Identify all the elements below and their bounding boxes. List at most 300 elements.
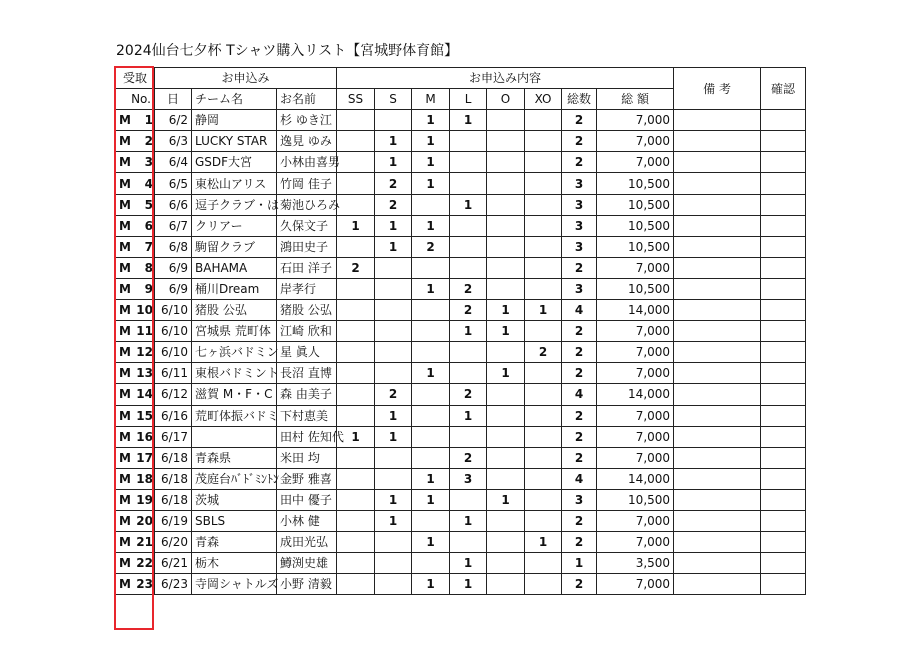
remarks-cell — [674, 300, 761, 321]
team-cell: 青森県 — [192, 447, 277, 468]
size-o-cell: 1 — [487, 321, 525, 342]
total-count-cell: 2 — [562, 321, 597, 342]
team-cell: SBLS — [192, 510, 277, 531]
size-l-cell — [450, 426, 487, 447]
total-count-cell: 2 — [562, 426, 597, 447]
table-row — [116, 278, 806, 299]
receipt-prefix: M — [119, 281, 131, 296]
table-row — [116, 468, 806, 489]
size-xo-cell — [525, 447, 562, 468]
receipt-prefix: M — [119, 387, 131, 402]
day-cell: 6/16 — [155, 405, 192, 426]
size-xo-cell — [525, 257, 562, 278]
size-m-cell — [412, 426, 450, 447]
size-l-cell — [450, 257, 487, 278]
size-xo-cell — [525, 405, 562, 426]
day-cell: 6/23 — [155, 574, 192, 595]
confirm-cell — [761, 173, 806, 194]
confirm-cell — [761, 532, 806, 553]
receipt-prefix: M — [119, 345, 131, 360]
size-ss-cell — [337, 489, 375, 510]
total-amount-cell: 7,000 — [597, 131, 674, 152]
size-o-cell — [487, 447, 525, 468]
table-row — [116, 426, 806, 447]
receipt-number: 17 — [136, 450, 153, 465]
name-cell: 長沼 直博 — [277, 363, 337, 384]
team-cell: 寺岡シャトルズ — [192, 574, 277, 595]
name-cell: 杉 ゆき江 — [277, 110, 337, 131]
size-s-cell — [375, 110, 412, 131]
total-amount-cell: 10,500 — [597, 173, 674, 194]
size-ss-cell — [337, 300, 375, 321]
name-cell: 下村恵美 — [277, 405, 337, 426]
remarks-cell — [674, 426, 761, 447]
size-xo-cell — [525, 236, 562, 257]
size-xo-cell — [525, 384, 562, 405]
size-ss-cell — [337, 405, 375, 426]
confirm-cell — [761, 489, 806, 510]
confirm-cell — [761, 300, 806, 321]
confirm-cell — [761, 553, 806, 574]
receipt-number: 22 — [136, 556, 153, 571]
table-row — [116, 173, 806, 194]
size-o-cell — [487, 131, 525, 152]
table-row — [116, 574, 806, 595]
total-amount-cell: 7,000 — [597, 447, 674, 468]
size-o-cell — [487, 342, 525, 363]
team-cell: BAHAMA — [192, 257, 277, 278]
total-amount-cell: 7,000 — [597, 426, 674, 447]
total-amount-cell: 7,000 — [597, 342, 674, 363]
receipt-number: 2 — [144, 134, 153, 149]
size-o-cell — [487, 236, 525, 257]
size-xo-cell — [525, 278, 562, 299]
size-l-cell: 1 — [450, 321, 487, 342]
name-cell: 久保文子 — [277, 215, 337, 236]
name-cell: 森 由美子 — [277, 384, 337, 405]
remarks-cell — [674, 510, 761, 531]
receipt-prefix: M — [119, 303, 131, 318]
team-cell: GSDF大宮 — [192, 152, 277, 173]
total-count-cell: 3 — [562, 489, 597, 510]
size-l-cell: 1 — [450, 574, 487, 595]
day-cell: 6/7 — [155, 215, 192, 236]
confirm-cell — [761, 574, 806, 595]
name-cell: 金野 雅喜 — [277, 468, 337, 489]
receipt-number: 5 — [144, 197, 153, 212]
table-row — [116, 405, 806, 426]
receipt-no-cell — [116, 510, 155, 531]
size-m-cell: 2 — [412, 236, 450, 257]
team-cell: 栃木 — [192, 553, 277, 574]
table-row — [116, 363, 806, 384]
team-cell: 宮城県 荒町体 — [192, 321, 277, 342]
size-s-cell — [375, 532, 412, 553]
remarks-cell — [674, 363, 761, 384]
size-s-cell: 1 — [375, 215, 412, 236]
receipt-prefix: M — [119, 577, 131, 592]
day-cell: 6/10 — [155, 321, 192, 342]
size-o-cell — [487, 426, 525, 447]
receipt-number: 8 — [144, 260, 153, 275]
receipt-number: 23 — [136, 577, 153, 592]
confirm-cell — [761, 468, 806, 489]
total-count-cell: 4 — [562, 300, 597, 321]
team-cell: 荒町体振バドミ — [192, 405, 277, 426]
size-o-cell: 1 — [487, 489, 525, 510]
size-s-cell: 2 — [375, 173, 412, 194]
size-m-cell: 1 — [412, 532, 450, 553]
receipt-prefix: M — [119, 492, 131, 507]
size-m-cell — [412, 257, 450, 278]
size-xo-cell — [525, 194, 562, 215]
day-cell: 6/2 — [155, 110, 192, 131]
receipt-no-cell — [116, 215, 155, 236]
size-s-cell: 2 — [375, 384, 412, 405]
size-s-cell — [375, 553, 412, 574]
team-cell: 東松山アリス — [192, 173, 277, 194]
receipt-no-cell — [116, 342, 155, 363]
table-row — [116, 131, 806, 152]
table-row — [116, 215, 806, 236]
size-s-cell — [375, 300, 412, 321]
receipt-number: 4 — [144, 176, 153, 191]
total-amount-cell: 14,000 — [597, 384, 674, 405]
day-cell: 6/5 — [155, 173, 192, 194]
size-o-cell — [487, 468, 525, 489]
size-s-cell: 1 — [375, 131, 412, 152]
size-m-header: M — [412, 89, 450, 110]
size-ss-cell — [337, 384, 375, 405]
remarks-cell — [674, 110, 761, 131]
size-l-cell: 2 — [450, 278, 487, 299]
size-ss-cell: 2 — [337, 257, 375, 278]
size-ss-cell: 1 — [337, 215, 375, 236]
size-m-cell: 1 — [412, 110, 450, 131]
receipt-no-cell — [116, 384, 155, 405]
total-count-cell: 3 — [562, 173, 597, 194]
remarks-cell — [674, 236, 761, 257]
total-amount-cell: 7,000 — [597, 321, 674, 342]
document-title: 2024仙台七夕杯 Tシャツ購入リスト【宮城野体育館】 — [116, 43, 459, 59]
size-l-cell — [450, 173, 487, 194]
total-count-cell: 2 — [562, 510, 597, 531]
total-amount-cell: 10,500 — [597, 236, 674, 257]
day-cell: 6/18 — [155, 468, 192, 489]
team-cell: 猪股 公弘 — [192, 300, 277, 321]
size-l-cell — [450, 532, 487, 553]
confirm-cell — [761, 215, 806, 236]
receipt-prefix: M — [119, 197, 131, 212]
size-m-cell — [412, 405, 450, 426]
size-s-cell: 1 — [375, 405, 412, 426]
size-xo-cell: 1 — [525, 300, 562, 321]
day-cell: 6/4 — [155, 152, 192, 173]
size-l-cell — [450, 489, 487, 510]
total-count-cell: 2 — [562, 131, 597, 152]
size-o-cell — [487, 574, 525, 595]
total-amount-cell: 14,000 — [597, 300, 674, 321]
size-s-cell: 1 — [375, 152, 412, 173]
table-row — [116, 321, 806, 342]
application-header: お申込み — [155, 68, 337, 89]
day-cell: 6/9 — [155, 278, 192, 299]
size-s-cell: 1 — [375, 489, 412, 510]
total-count-cell: 3 — [562, 236, 597, 257]
receipt-no-cell — [116, 468, 155, 489]
table-row — [116, 236, 806, 257]
total-amount-cell: 7,000 — [597, 257, 674, 278]
size-l-cell — [450, 215, 487, 236]
size-o-cell — [487, 194, 525, 215]
receipt-prefix: M — [119, 429, 131, 444]
size-s-header: S — [375, 89, 412, 110]
size-ss-cell — [337, 236, 375, 257]
size-l-cell — [450, 131, 487, 152]
size-l-cell: 3 — [450, 468, 487, 489]
receipt-no-cell — [116, 447, 155, 468]
size-m-cell: 1 — [412, 152, 450, 173]
confirm-cell — [761, 363, 806, 384]
receipt-no-cell — [116, 110, 155, 131]
team-cell: 東根バドミント — [192, 363, 277, 384]
receipt-no-cell — [116, 553, 155, 574]
receipt-prefix: M — [119, 218, 131, 233]
size-m-cell — [412, 384, 450, 405]
name-cell: 逸見 ゆみ — [277, 131, 337, 152]
size-xo-cell: 1 — [525, 532, 562, 553]
total-amount-cell: 7,000 — [597, 152, 674, 173]
size-xo-cell — [525, 426, 562, 447]
receipt-number: 13 — [136, 366, 153, 381]
receipt-no-cell — [116, 173, 155, 194]
total-count-cell: 3 — [562, 194, 597, 215]
purchase-table — [115, 67, 806, 595]
size-l-cell — [450, 342, 487, 363]
receipt-number: 14 — [136, 387, 153, 402]
remarks-cell — [674, 131, 761, 152]
total-count-cell: 4 — [562, 468, 597, 489]
total-count-cell: 2 — [562, 405, 597, 426]
size-ss-cell — [337, 131, 375, 152]
name-cell: 岸孝行 — [277, 278, 337, 299]
size-s-cell — [375, 321, 412, 342]
no-header: No. — [116, 89, 155, 110]
size-ss-cell — [337, 468, 375, 489]
size-o-cell — [487, 110, 525, 131]
confirm-header: 確認 — [761, 68, 806, 110]
size-ss-cell — [337, 194, 375, 215]
size-o-cell — [487, 278, 525, 299]
remarks-cell — [674, 152, 761, 173]
size-m-cell: 1 — [412, 131, 450, 152]
size-l-cell: 1 — [450, 553, 487, 574]
confirm-cell — [761, 257, 806, 278]
size-o-cell — [487, 532, 525, 553]
remarks-cell — [674, 194, 761, 215]
size-l-cell: 1 — [450, 405, 487, 426]
total-count-cell: 2 — [562, 257, 597, 278]
remarks-cell — [674, 215, 761, 236]
content-header: お申込み内容 — [337, 68, 674, 89]
day-cell: 6/6 — [155, 194, 192, 215]
size-ss-cell — [337, 532, 375, 553]
size-s-cell — [375, 342, 412, 363]
size-l-header: L — [450, 89, 487, 110]
total-amount-cell: 3,500 — [597, 553, 674, 574]
table-row — [116, 110, 806, 131]
table-row — [116, 553, 806, 574]
size-xo-cell — [525, 553, 562, 574]
size-l-cell: 2 — [450, 384, 487, 405]
total-count-cell: 2 — [562, 342, 597, 363]
name-cell: 田村 佐知代 — [277, 426, 337, 447]
remarks-cell — [674, 257, 761, 278]
day-cell: 6/20 — [155, 532, 192, 553]
day-cell: 6/10 — [155, 300, 192, 321]
receipt-no-cell — [116, 257, 155, 278]
size-s-cell — [375, 278, 412, 299]
team-cell — [192, 426, 277, 447]
team-cell: 桶川Dream — [192, 278, 277, 299]
receipt-no-cell — [116, 532, 155, 553]
total-count-cell: 2 — [562, 110, 597, 131]
size-ss-cell — [337, 321, 375, 342]
remarks-cell — [674, 468, 761, 489]
total-amount-cell: 14,000 — [597, 468, 674, 489]
receipt-number: 18 — [136, 471, 153, 486]
team-cell: 駒留クラブ — [192, 236, 277, 257]
team-cell: 茨城 — [192, 489, 277, 510]
remarks-cell — [674, 574, 761, 595]
day-cell: 6/21 — [155, 553, 192, 574]
size-ss-cell — [337, 363, 375, 384]
total-count-cell: 2 — [562, 363, 597, 384]
receipt-prefix: M — [119, 324, 131, 339]
name-cell: 小林 健 — [277, 510, 337, 531]
size-s-cell: 1 — [375, 510, 412, 531]
receipt-no-cell — [116, 131, 155, 152]
size-o-header: O — [487, 89, 525, 110]
receipt-number: 19 — [136, 492, 153, 507]
day-cell: 6/8 — [155, 236, 192, 257]
size-ss-cell — [337, 510, 375, 531]
table-row — [116, 300, 806, 321]
team-cell: LUCKY STAR — [192, 131, 277, 152]
receipt-no-cell — [116, 321, 155, 342]
confirm-cell — [761, 194, 806, 215]
size-l-cell: 1 — [450, 194, 487, 215]
team-cell: 静岡 — [192, 110, 277, 131]
size-s-cell — [375, 257, 412, 278]
receipt-number: 10 — [136, 303, 153, 318]
size-xo-cell — [525, 215, 562, 236]
name-cell: 菊池ひろみ — [277, 194, 337, 215]
day-cell: 6/3 — [155, 131, 192, 152]
receipt-number: 9 — [144, 281, 153, 296]
size-xo-cell — [525, 152, 562, 173]
size-xo-cell — [525, 489, 562, 510]
receipt-prefix: M — [119, 514, 131, 529]
total-count-cell: 2 — [562, 532, 597, 553]
size-l-cell: 2 — [450, 447, 487, 468]
remarks-cell — [674, 553, 761, 574]
day-header: 日 — [155, 89, 192, 110]
size-ss-cell: 1 — [337, 426, 375, 447]
total-count-cell: 1 — [562, 553, 597, 574]
total-amount-cell: 10,500 — [597, 215, 674, 236]
size-o-cell — [487, 257, 525, 278]
receipt-prefix: M — [119, 239, 131, 254]
size-s-cell: 1 — [375, 236, 412, 257]
name-cell: 猪股 公弘 — [277, 300, 337, 321]
total-amount-header: 総 額 — [597, 89, 674, 110]
receipt-no-cell — [116, 426, 155, 447]
confirm-cell — [761, 384, 806, 405]
size-o-cell — [487, 384, 525, 405]
size-xo-cell — [525, 321, 562, 342]
receipt-prefix: M — [119, 450, 131, 465]
confirm-cell — [761, 278, 806, 299]
header-row-1 — [116, 68, 806, 89]
confirm-cell — [761, 152, 806, 173]
team-cell: 七ヶ浜バドミン — [192, 342, 277, 363]
table-row — [116, 447, 806, 468]
receipt-number: 20 — [136, 514, 153, 529]
size-m-cell: 1 — [412, 468, 450, 489]
receipt-number: 11 — [136, 324, 153, 339]
receipt-number: 16 — [136, 429, 153, 444]
team-cell: 滋賀 M・F・C — [192, 384, 277, 405]
receipt-no-cell — [116, 405, 155, 426]
confirm-cell — [761, 447, 806, 468]
day-cell: 6/11 — [155, 363, 192, 384]
remarks-cell — [674, 278, 761, 299]
remarks-cell — [674, 405, 761, 426]
confirm-cell — [761, 131, 806, 152]
size-ss-cell — [337, 342, 375, 363]
confirm-cell — [761, 510, 806, 531]
size-o-cell — [487, 173, 525, 194]
name-cell: 鱒渕史雄 — [277, 553, 337, 574]
receipt-no-cell — [116, 574, 155, 595]
total-amount-cell: 7,000 — [597, 574, 674, 595]
receipt-no-cell — [116, 300, 155, 321]
remarks-cell — [674, 532, 761, 553]
size-o-cell — [487, 510, 525, 531]
total-amount-cell: 7,000 — [597, 405, 674, 426]
name-cell: 成田光弘 — [277, 532, 337, 553]
receipt-no-cell — [116, 236, 155, 257]
day-cell: 6/9 — [155, 257, 192, 278]
receipt-prefix: M — [119, 134, 131, 149]
size-ss-cell — [337, 152, 375, 173]
size-ss-cell — [337, 574, 375, 595]
remarks-cell — [674, 447, 761, 468]
size-m-cell: 1 — [412, 489, 450, 510]
team-cell: 逗子クラブ・は — [192, 194, 277, 215]
size-m-cell: 1 — [412, 574, 450, 595]
size-m-cell — [412, 553, 450, 574]
name-header: お名前 — [277, 89, 337, 110]
remarks-cell — [674, 489, 761, 510]
size-xo-cell — [525, 173, 562, 194]
confirm-cell — [761, 342, 806, 363]
receipt-prefix: M — [119, 366, 131, 381]
size-l-cell: 1 — [450, 110, 487, 131]
total-amount-cell: 7,000 — [597, 510, 674, 531]
receipt-number: 21 — [136, 535, 153, 550]
